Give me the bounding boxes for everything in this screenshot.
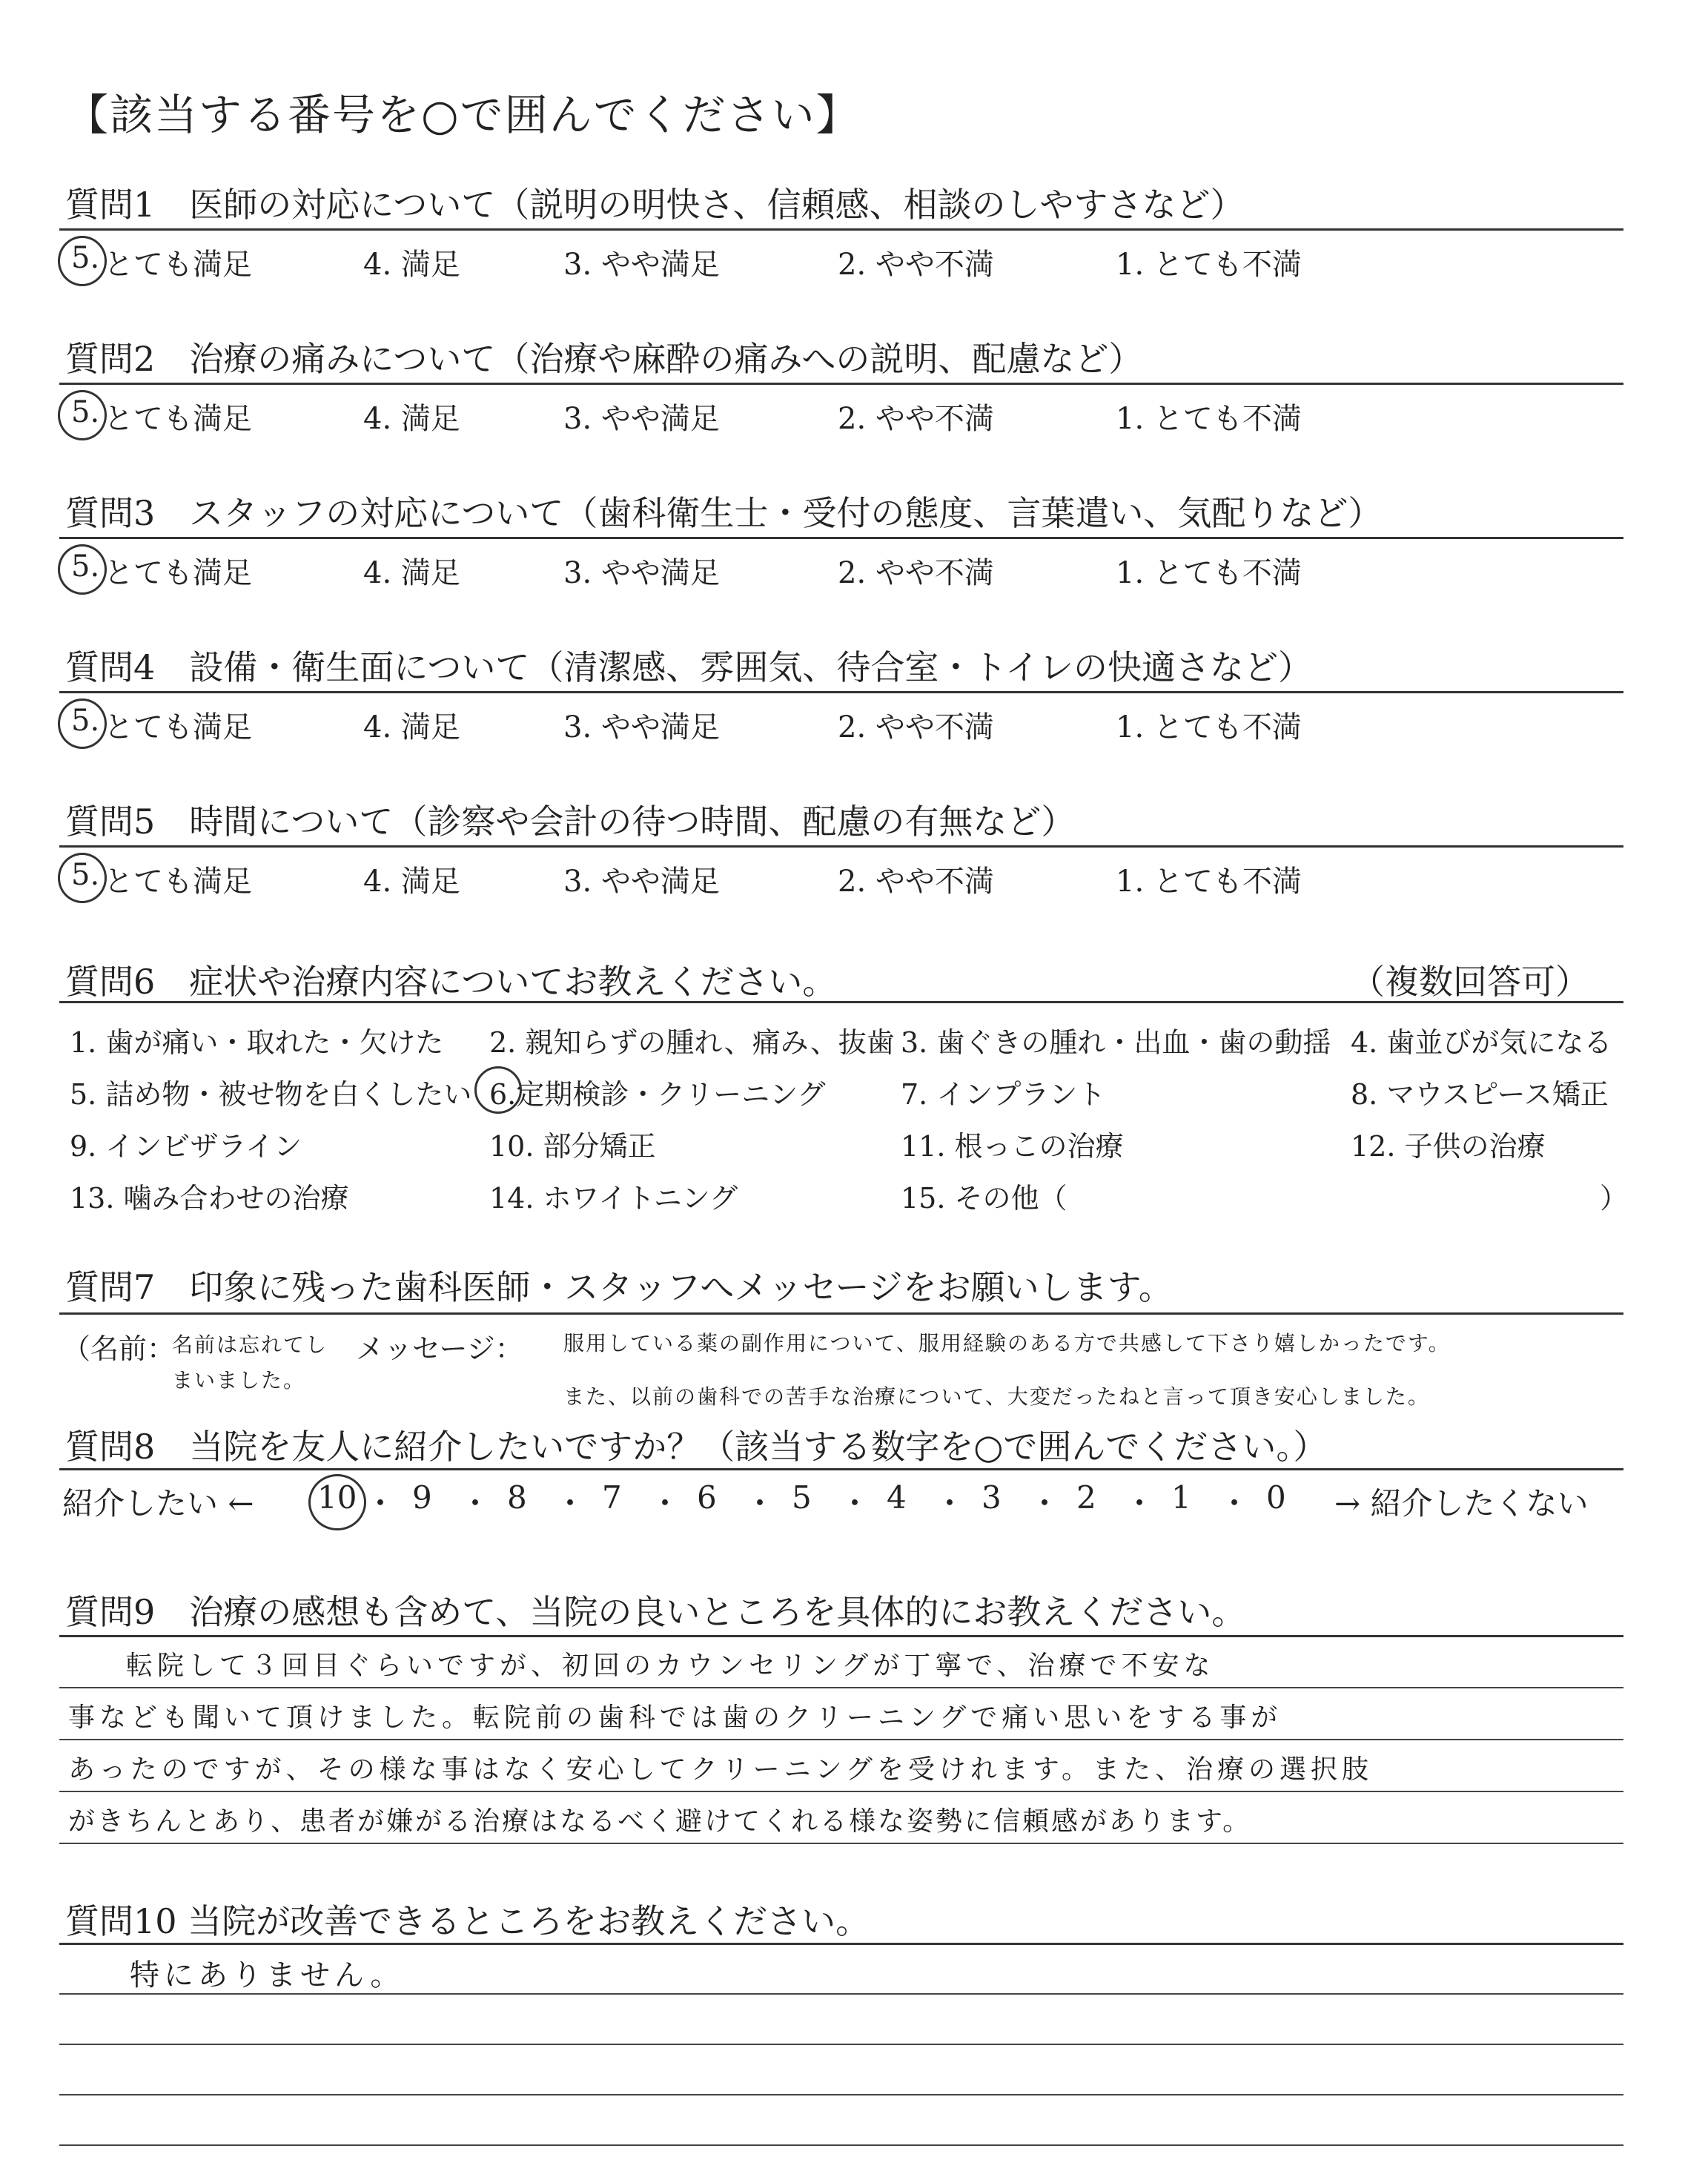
q1-option-1[interactable]: 1. とても不満 (1116, 248, 1302, 282)
q5-option-3[interactable]: 3. やや満足 (563, 865, 720, 899)
q1-option-5-number[interactable]: 5. (71, 241, 100, 275)
q6-item-6-number: 6. (489, 1078, 517, 1111)
q5-option-2[interactable]: 2. やや不満 (838, 865, 994, 899)
q6-item-3[interactable]: 3. 歯ぐきの腫れ・出血・歯の動揺 (901, 1026, 1331, 1059)
q8-scale-value-2[interactable]: 2 (1076, 1479, 1096, 1516)
q8-scale-value-5[interactable]: 5 (792, 1479, 812, 1516)
q8-scale-separator: ・ (1219, 1485, 1251, 1522)
q8-scale-separator: ・ (649, 1485, 681, 1522)
q2-option-5-number[interactable]: 5. (71, 395, 100, 429)
q6-item-15[interactable]: 15. その他（ (901, 1182, 1068, 1215)
q6-item-10[interactable]: 10. 部分矯正 (489, 1130, 656, 1163)
q8-scale-separator: ・ (365, 1485, 397, 1522)
q6-item-5[interactable]: 5. 詰め物・被せ物を白くしたい (70, 1078, 472, 1111)
q3-title: 質問3 スタッフの対応について（歯科衛生士・受付の態度、言葉遣い、気配りなど） (65, 493, 1383, 533)
q9-rule-0 (59, 1635, 1623, 1637)
q5-option-4[interactable]: 4. 満足 (363, 865, 460, 899)
q8-scale-value-1[interactable]: 1 (1171, 1479, 1191, 1516)
q4-option-5-label[interactable]: とても満足 (104, 710, 252, 744)
q6-note: （複数回答可） (1351, 962, 1589, 1002)
q6-item-6[interactable] (489, 1071, 826, 1112)
q5-option-1[interactable]: 1. とても不満 (1116, 865, 1302, 899)
q1-option-4[interactable]: 4. 満足 (363, 248, 460, 282)
q2-option-1[interactable]: 1. とても不満 (1116, 402, 1302, 436)
q1-rule (59, 228, 1623, 231)
q8-scale-separator: ・ (1029, 1485, 1061, 1522)
q8-scale-value-0[interactable]: 0 (1266, 1479, 1286, 1516)
q8-left-label: 紹介したい ← (62, 1485, 254, 1522)
q9-answer-line-4[interactable]: がきちんとあり、患者が嫌がる治療はなるべく避けてくれる様な姿勢に信頼感があります。 (68, 1806, 1252, 1837)
q9-title: 質問9 治療の感想も含めて、当院の良いところを具体的にお教えください。 (65, 1592, 1246, 1632)
q4-rule (59, 691, 1623, 693)
q7-title: 質問7 印象に残った歯科医師・スタッフへメッセージをお願いします。 (65, 1267, 1173, 1307)
q3-option-5-label[interactable]: とても満足 (104, 556, 252, 590)
q8-scale-value-3[interactable]: 3 (982, 1479, 1002, 1516)
q8-scale-value-10[interactable]: 10 (317, 1479, 357, 1516)
q5-title: 質問5 時間について（診察や会計の待つ時間、配慮の有無など） (65, 802, 1076, 842)
q9-answer-line-1[interactable]: 転院して３回目ぐらいですが、初回のカウンセリングが丁寧で、治療で不安な (126, 1651, 1215, 1681)
q6-item-9[interactable]: 9. インビザライン (70, 1130, 302, 1163)
q3-option-4[interactable]: 4. 満足 (363, 556, 460, 590)
q10-rule-0 (59, 1943, 1623, 1945)
q9-rule-4 (59, 1843, 1623, 1844)
q2-title: 質問2 治療の痛みについて（治療や麻酔の痛みへの説明、配慮など） (65, 339, 1143, 379)
q3-option-3[interactable]: 3. やや満足 (563, 556, 720, 590)
q6-rule (59, 1001, 1623, 1003)
q4-title: 質問4 設備・衛生面について（清潔感、雰囲気、待合室・トイレの快適さなど） (65, 647, 1313, 687)
q3-selection-circle (58, 544, 107, 595)
q9-answer-line-3[interactable]: あったのですが、その様な事はなく安心してクリーニングを受けれます。また、治療の選択肢 (68, 1754, 1374, 1785)
q2-option-2[interactable]: 2. やや不満 (838, 402, 994, 436)
q9-rule-3 (59, 1791, 1623, 1792)
q8-scale-separator: ・ (744, 1485, 776, 1522)
q1-option-5-label[interactable]: とても満足 (104, 248, 252, 282)
q8-scale-separator: ・ (460, 1485, 491, 1522)
q6-item-12[interactable]: 12. 子供の治療 (1351, 1130, 1546, 1163)
q7-message-line-2[interactable]: また、以前の歯科での苦手な治療について、大変だったねと言って頂き安心しました。 (563, 1384, 1430, 1409)
q6-item-4[interactable]: 4. 歯並びが気になる (1351, 1026, 1612, 1059)
q2-option-5-label[interactable]: とても満足 (104, 402, 252, 436)
q8-scale-value-9[interactable]: 9 (412, 1479, 432, 1516)
q10-rule-4 (59, 2144, 1623, 2146)
q4-option-4[interactable]: 4. 満足 (363, 710, 460, 744)
q5-option-5-label[interactable]: とても満足 (104, 865, 252, 899)
q6-title: 質問6 症状や治療内容についてお教えください。 (65, 962, 837, 1002)
q8-scale-separator: ・ (555, 1485, 586, 1522)
q7-rule (59, 1312, 1623, 1315)
q1-option-2[interactable]: 2. やや不満 (838, 248, 994, 282)
q8-right-label: → 紹介したくない (1334, 1485, 1589, 1522)
q7-message-line-1[interactable]: 服用している薬の副作用について、服用経験のある方で共感して下さり嬉しかったです。 (563, 1331, 1451, 1355)
q6-item-8[interactable]: 8. マウスピース矯正 (1351, 1078, 1609, 1111)
q5-rule (59, 845, 1623, 848)
q2-option-3[interactable]: 3. やや満足 (563, 402, 720, 436)
q6-item-11[interactable]: 11. 根っこの治療 (901, 1130, 1124, 1163)
q10-rule-2 (59, 2044, 1623, 2045)
q4-selection-circle (58, 698, 107, 749)
q3-rule (59, 537, 1623, 539)
q8-scale-value-7[interactable]: 7 (602, 1479, 622, 1516)
q4-option-1[interactable]: 1. とても不満 (1116, 710, 1302, 744)
q6-item-6-label: 定期検診・クリーニング (516, 1078, 826, 1111)
q7-message-label: メッセージ： (356, 1332, 523, 1365)
q1-selection-circle (58, 236, 107, 286)
q8-selection-circle (308, 1474, 366, 1530)
q6-item-7[interactable]: 7. インプラント (901, 1078, 1106, 1111)
q5-selection-circle (58, 853, 107, 903)
q8-scale-value-4[interactable]: 4 (887, 1479, 907, 1516)
q9-rule-1 (59, 1687, 1623, 1688)
q7-name-value[interactable]: 名前は忘れてしまいました。 (172, 1332, 328, 1393)
q10-title: 質問10 当院が改善できるところをお教えください。 (65, 1901, 870, 1941)
q2-option-4[interactable]: 4. 満足 (363, 402, 460, 436)
q6-item-13[interactable]: 13. 噛み合わせの治療 (70, 1182, 349, 1215)
q8-rule (59, 1468, 1623, 1470)
q8-title: 質問8 当院を友人に紹介したいですか？（該当する数字を○で囲んでください。） (65, 1427, 1328, 1467)
form-header: 【該当する番号を○で囲んでください】 (65, 90, 861, 140)
q4-option-3[interactable]: 3. やや満足 (563, 710, 720, 744)
q6-item-15-close: ） (1600, 1182, 1629, 1215)
q6-item-1[interactable]: 1. 歯が痛い・取れた・欠けた (70, 1026, 444, 1059)
q3-option-1[interactable]: 1. とても不満 (1116, 556, 1302, 590)
q8-scale-value-6[interactable]: 6 (697, 1479, 717, 1516)
q1-title: 質問1 医師の対応について（説明の明快さ、信頼感、相談のしやすさなど） (65, 185, 1245, 225)
q8-scale-separator: ・ (839, 1485, 871, 1522)
q1-option-3[interactable]: 3. やや満足 (563, 248, 720, 282)
q3-option-2[interactable]: 2. やや不満 (838, 556, 994, 590)
q2-selection-circle (58, 390, 107, 440)
q3-option-5-number[interactable]: 5. (71, 549, 100, 584)
q7-name-label: （名前： (62, 1332, 176, 1365)
q6-item-2[interactable]: 2. 親知らずの腫れ、痛み、抜歯 (489, 1026, 895, 1059)
q5-option-5-number[interactable]: 5. (71, 858, 100, 892)
q9-answer-line-2[interactable]: 事なども聞いて頂けました。転院前の歯科では歯のクリーニングで痛い思いをする事が (68, 1702, 1282, 1733)
q6-selection-circle (474, 1066, 522, 1114)
q10-answer-line-1[interactable]: 特にありません。 (130, 1958, 405, 1992)
q8-scale-separator: ・ (934, 1485, 966, 1522)
q6-item-14[interactable]: 14. ホワイトニング (489, 1182, 738, 1215)
q4-option-5-number[interactable]: 5. (71, 704, 100, 738)
q10-rule-3 (59, 2094, 1623, 2095)
q9-rule-2 (59, 1739, 1623, 1740)
q8-scale-value-8[interactable]: 8 (507, 1479, 527, 1516)
q2-rule (59, 383, 1623, 385)
q4-option-2[interactable]: 2. やや不満 (838, 710, 994, 744)
q8-scale-separator: ・ (1124, 1485, 1156, 1522)
